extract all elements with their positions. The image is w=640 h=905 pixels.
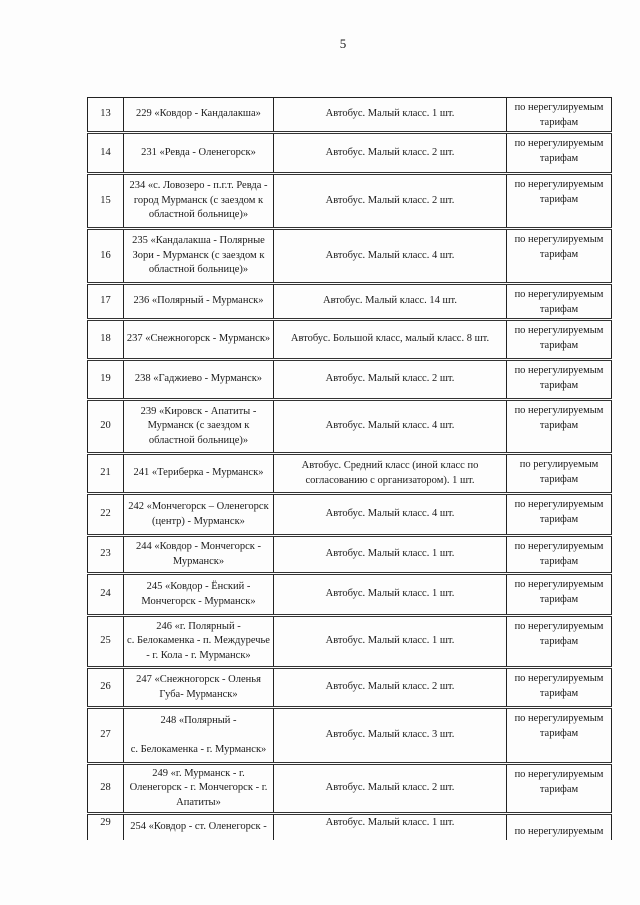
table-row bbox=[88, 98, 612, 133]
tariff-type: по нерегулируемым тарифам bbox=[507, 320, 612, 360]
tariff-type: по нерегулируемым тарифам bbox=[507, 400, 612, 454]
vehicle-info: Автобус. Малый класс. 2 шт. bbox=[274, 174, 507, 229]
row-number: 23 bbox=[88, 536, 124, 574]
row-number: 28 bbox=[88, 764, 124, 814]
routes-table bbox=[87, 97, 612, 840]
table-row bbox=[88, 320, 612, 360]
tariff-type: по нерегулируемым тарифам bbox=[507, 284, 612, 320]
vehicle-info: Автобус. Малый класс. 2 шт. bbox=[274, 764, 507, 814]
table-row bbox=[88, 133, 612, 174]
table-row bbox=[88, 574, 612, 616]
route-name: 235 «Кандалакша - Полярные Зори - Мурманск (с заездом к областной больнице)» bbox=[124, 229, 274, 284]
table-row bbox=[88, 668, 612, 708]
vehicle-info: Автобус. Малый класс. 1 шт. bbox=[274, 98, 507, 133]
row-number: 29 bbox=[88, 814, 124, 840]
table-row bbox=[88, 536, 612, 574]
table-row bbox=[88, 284, 612, 320]
route-name: 229 «Ковдор - Кандалакша» bbox=[124, 98, 274, 133]
tariff-type: по нерегулируемым тарифам bbox=[507, 494, 612, 536]
row-number: 15 bbox=[88, 174, 124, 229]
route-name: 246 «г. Полярный - с. Белокаменка - п. Междуречье - г. Кола - г. Мурманск» bbox=[124, 616, 274, 668]
tariff-type: по нерегулируемым тарифам bbox=[507, 174, 612, 229]
table-row bbox=[88, 400, 612, 454]
tariff-type: по нерегулируемым тарифам bbox=[507, 708, 612, 764]
route-name: 237 «Снежногорск - Мурманск» bbox=[124, 320, 274, 360]
page-number: 5 bbox=[339, 36, 347, 51]
tariff-type: по нерегулируемым тарифам bbox=[507, 229, 612, 284]
route-name: 234 «с. Ловозеро - п.г.т. Ревда - город Мурманск (с заездом к областной больнице)» bbox=[124, 174, 274, 229]
row-number: 24 bbox=[88, 574, 124, 616]
tariff-type: по нерегулируемым bbox=[507, 814, 612, 840]
tariff-type: по нерегулируемым тарифам bbox=[507, 536, 612, 574]
tariff-type: по регулируемым тарифам bbox=[507, 454, 612, 494]
tariff-type: по нерегулируемым тарифам bbox=[507, 574, 612, 616]
route-name: 248 «Полярный - с. Белокаменка - г. Мурманск» bbox=[124, 708, 274, 764]
table-row bbox=[88, 494, 612, 536]
table-row bbox=[88, 454, 612, 494]
vehicle-info: Автобус. Малый класс. 4 шт. bbox=[274, 400, 507, 454]
tariff-type: по нерегулируемым тарифам bbox=[507, 764, 612, 814]
row-number: 13 bbox=[88, 98, 124, 133]
route-name: 239 «Кировск - Апатиты - Мурманск (с заездом к областной больнице)» bbox=[124, 400, 274, 454]
route-name: 231 «Ревда - Оленегорск» bbox=[124, 133, 274, 174]
row-number: 21 bbox=[88, 454, 124, 494]
row-number: 18 bbox=[88, 320, 124, 360]
row-number: 20 bbox=[88, 400, 124, 454]
vehicle-info: Автобус. Малый класс. 4 шт. bbox=[274, 229, 507, 284]
route-name: 241 «Териберка - Мурманск» bbox=[124, 454, 274, 494]
vehicle-info: Автобус. Средний класс (иной класс по согласованию с организатором). 1 шт. bbox=[274, 454, 507, 494]
route-name: 236 «Полярный - Мурманск» bbox=[124, 284, 274, 320]
vehicle-info: Автобус. Малый класс. 2 шт. bbox=[274, 668, 507, 708]
tariff-type: по нерегулируемым тарифам bbox=[507, 98, 612, 133]
vehicle-info: Автобус. Малый класс. 1 шт. bbox=[274, 574, 507, 616]
row-number: 17 bbox=[88, 284, 124, 320]
row-number: 19 bbox=[88, 360, 124, 400]
table-row bbox=[88, 708, 612, 764]
vehicle-info: Автобус. Малый класс. 1 шт. bbox=[274, 616, 507, 668]
table-row bbox=[88, 764, 612, 814]
route-name: 247 «Снежногорск - Оленья Губа- Мурманск» bbox=[124, 668, 274, 708]
row-number: 22 bbox=[88, 494, 124, 536]
vehicle-info: Автобус. Малый класс. 2 шт. bbox=[274, 133, 507, 174]
table-row bbox=[88, 814, 612, 840]
route-name: 249 «г. Мурманск - г. Оленегорск - г. Мончегорск - г. Апатиты» bbox=[124, 764, 274, 814]
route-name: 244 «Ковдор - Мончегорск - Мурманск» bbox=[124, 536, 274, 574]
table-row bbox=[88, 229, 612, 284]
route-name: 242 «Мончегорск – Оленегорск (центр) - Мурманск» bbox=[124, 494, 274, 536]
vehicle-info: Автобус. Малый класс. 4 шт. bbox=[274, 494, 507, 536]
table-row bbox=[88, 616, 612, 668]
route-name: 245 «Ковдор - Ёнский - Мончегорск - Мурманск» bbox=[124, 574, 274, 616]
row-number: 25 bbox=[88, 616, 124, 668]
vehicle-info: Автобус. Малый класс. 1 шт. bbox=[274, 814, 507, 840]
routes-table-body bbox=[88, 98, 612, 840]
tariff-type: по нерегулируемым тарифам bbox=[507, 360, 612, 400]
table-row bbox=[88, 360, 612, 400]
row-number: 27 bbox=[88, 708, 124, 764]
vehicle-info: Автобус. Малый класс. 2 шт. bbox=[274, 360, 507, 400]
vehicle-info: Автобус. Малый класс. 1 шт. bbox=[274, 536, 507, 574]
tariff-type: по нерегулируемым тарифам bbox=[507, 616, 612, 668]
tariff-type: по нерегулируемым тарифам bbox=[507, 668, 612, 708]
route-name: 238 «Гаджиево - Мурманск» bbox=[124, 360, 274, 400]
table-row bbox=[88, 174, 612, 229]
vehicle-info: Автобус. Малый класс. 14 шт. bbox=[274, 284, 507, 320]
row-number: 16 bbox=[88, 229, 124, 284]
vehicle-info: Автобус. Малый класс. 3 шт. bbox=[274, 708, 507, 764]
tariff-type: по нерегулируемым тарифам bbox=[507, 133, 612, 174]
vehicle-info: Автобус. Большой класс, малый класс. 8 шт. bbox=[274, 320, 507, 360]
row-number: 26 bbox=[88, 668, 124, 708]
route-name: 254 «Ковдор - ст. Оленегорск - bbox=[124, 814, 274, 840]
row-number: 14 bbox=[88, 133, 124, 174]
